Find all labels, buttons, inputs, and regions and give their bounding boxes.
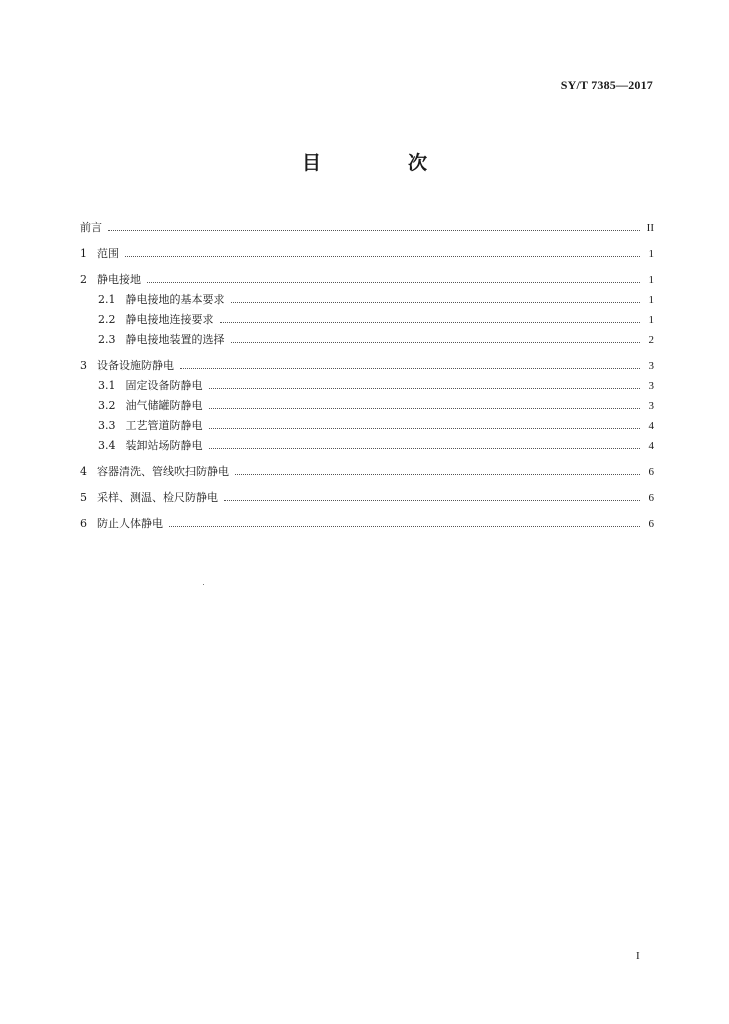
toc-entry-number: 3 <box>80 359 87 372</box>
toc-entry <box>80 396 654 416</box>
toc-dot-leader <box>235 473 640 475</box>
toc-entry-number: 1 <box>80 247 87 260</box>
toc-entry-label: 静电接地连接要求 <box>125 313 214 326</box>
toc-entry-page: 6 <box>648 518 654 530</box>
toc-entry-label: 静电接地 <box>97 273 141 286</box>
toc-entry-number: 2 <box>80 273 87 286</box>
toc-entry-number: 2.3 <box>98 333 116 346</box>
toc-dot-leader <box>220 321 641 323</box>
toc-entry-number: 5 <box>80 491 87 504</box>
toc-entry-label: 油气储罐防静电 <box>125 399 203 412</box>
toc-entry-number: 3.1 <box>98 379 116 392</box>
footer-page-number: I <box>636 950 640 962</box>
toc-dot-leader <box>147 281 640 283</box>
toc-dot-leader <box>224 499 640 501</box>
toc-entry-page: 4 <box>648 420 654 432</box>
toc-entry-page: 3 <box>648 380 654 392</box>
toc-entry-page: 1 <box>648 274 654 286</box>
toc-entry <box>80 376 654 396</box>
table-of-contents <box>80 218 654 534</box>
toc-entry-label: 静电接地装置的选择 <box>125 333 225 346</box>
toc-entry-label: 采样、测温、检尺防静电 <box>97 491 218 504</box>
toc-entry-label: 容器清洗、管线吹扫防静电 <box>97 465 229 478</box>
toc-entry <box>80 270 654 290</box>
toc-entry-number: 2.1 <box>98 293 116 306</box>
toc-dot-leader <box>209 387 641 389</box>
toc-entry-page: II <box>646 222 654 234</box>
toc-entry-page: 1 <box>648 248 654 260</box>
toc-entry <box>80 416 654 436</box>
toc-entry-number: 3.3 <box>98 419 116 432</box>
toc-entry <box>80 514 654 534</box>
standard-number: SY/T 7385—2017 <box>560 78 653 92</box>
toc-entry-number: 2.2 <box>98 313 116 326</box>
toc-entry-number: 3.2 <box>98 399 116 412</box>
toc-entry-number: 6 <box>80 517 87 530</box>
toc-entry <box>80 462 654 482</box>
toc-entry-page: 4 <box>648 440 654 452</box>
toc-entry-label: 设备设施防静电 <box>97 359 174 372</box>
toc-entry <box>80 290 654 310</box>
toc-entry <box>80 488 654 508</box>
toc-entry-label: 防止人体静电 <box>97 517 163 530</box>
toc-entry-number: 4 <box>80 465 87 478</box>
scan-speck <box>203 584 204 585</box>
toc-entry-label: 静电接地的基本要求 <box>125 293 225 306</box>
toc-dot-leader <box>125 255 640 257</box>
toc-entry-page: 3 <box>648 360 654 372</box>
toc-entry-label: 前言 <box>80 221 102 234</box>
toc-entry-page: 6 <box>648 466 654 478</box>
toc-entry-page: 6 <box>648 492 654 504</box>
toc-dot-leader <box>209 407 641 409</box>
toc-entry-label: 装卸站场防静电 <box>125 439 203 452</box>
toc-dot-leader <box>169 525 640 527</box>
toc-entry-page: 1 <box>648 314 654 326</box>
toc-entry-page: 2 <box>648 334 654 346</box>
toc-entry-label: 固定设备防静电 <box>125 379 203 392</box>
toc-dot-leader <box>180 367 640 369</box>
toc-entry <box>80 330 654 350</box>
toc-entry-page: 1 <box>648 294 654 306</box>
toc-entry-page: 3 <box>648 400 654 412</box>
toc-entry-number: 3.4 <box>98 439 116 452</box>
toc-entry <box>80 436 654 456</box>
toc-entry <box>80 244 654 264</box>
toc-dot-leader <box>209 427 641 429</box>
toc-dot-leader <box>108 229 640 231</box>
toc-dot-leader <box>231 301 641 303</box>
toc-entry-label: 工艺管道防静电 <box>125 419 203 432</box>
toc-dot-leader <box>231 341 641 343</box>
toc-entry-label: 范围 <box>97 247 119 260</box>
toc-dot-leader <box>209 447 641 449</box>
page-title: 目 次 <box>301 152 461 174</box>
toc-entry <box>80 218 654 238</box>
toc-entry <box>80 356 654 376</box>
toc-entry <box>80 310 654 330</box>
